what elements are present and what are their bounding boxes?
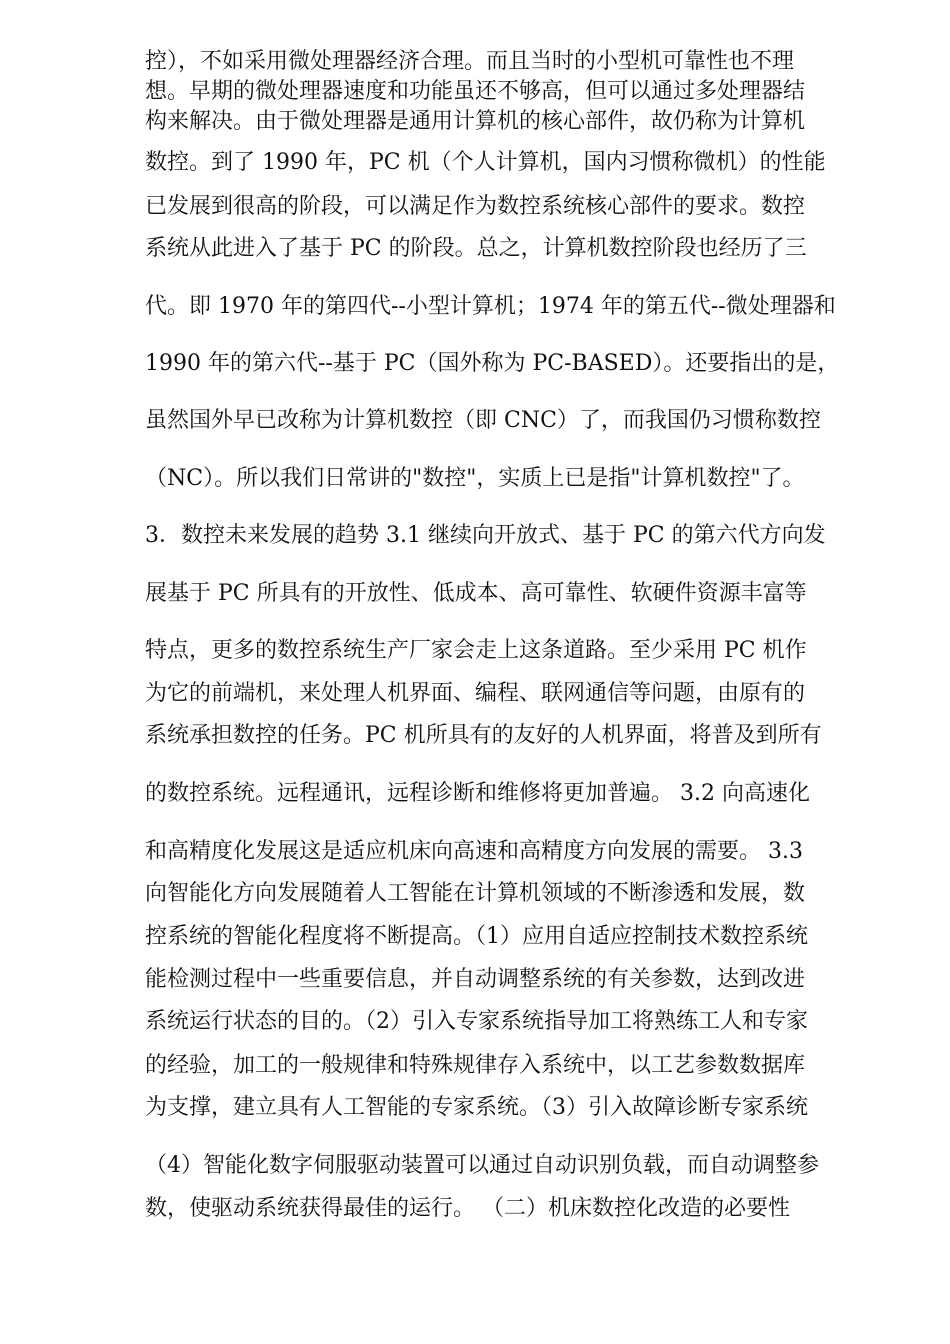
text-line: 特点，更多的数控系统生产厂家会走上这条道路。至少采用 PC 机作 xyxy=(145,638,807,663)
text-line: 的数控系统。远程通讯，远程诊断和维修将更加普遍。 3.2 向高速化 xyxy=(145,781,810,806)
text-line: 系统运行状态的目的。（2）引入专家系统指导加工将熟练工人和专家 xyxy=(145,1009,808,1034)
text-line: 构来解决。由于微处理器是通用计算机的核心部件，故仍称为计算机 xyxy=(145,109,806,134)
text-line: 数，使驱动系统获得最佳的运行。 （二）机床数控化改造的必要性 xyxy=(145,1196,790,1221)
text-line: 3．数控未来发展的趋势 3.1 继续向开放式、基于 PC 的第六代方向发 xyxy=(145,523,826,548)
text-line: 系统从此进入了基于 PC 的阶段。总之，计算机数控阶段也经历了三 xyxy=(145,236,807,261)
text-line: 为它的前端机，来处理人机界面、编程、联网通信等问题，由原有的 xyxy=(145,681,806,706)
text-line: （NC）。所以我们日常讲的"数控"，实质上已是指"计算机数控"了。 xyxy=(145,466,805,491)
text-line: 展基于 PC 所具有的开放性、低成本、高可靠性、软硬件资源丰富等 xyxy=(145,581,807,606)
text-line: 控系统的智能化程度将不断提高。（1）应用自适应控制技术数控系统 xyxy=(145,924,808,949)
text-line: 能检测过程中一些重要信息，并自动调整系统的有关参数，达到改进 xyxy=(145,967,806,992)
text-line: 1990 年的第六代--基于 PC（国外称为 PC-BASED）。还要指出的是， xyxy=(145,351,840,376)
text-line: 代。即 1970 年的第四代--小型计算机；1974 年的第五代--微处理器和 xyxy=(145,294,836,319)
text-line: 想。早期的微处理器速度和功能虽还不够高，但可以通过多处理器结 xyxy=(145,79,806,104)
text-line: 数控。到了 1990 年，PC 机（个人计算机，国内习惯称微机）的性能 xyxy=(145,150,826,175)
text-line: 的经验，加工的一般规律和特殊规律存入系统中，以工艺参数数据库 xyxy=(145,1053,806,1078)
text-line: 向智能化方向发展随着人工智能在计算机领域的不断渗透和发展，数 xyxy=(145,881,806,906)
text-line: 已发展到很高的阶段，可以满足作为数控系统核心部件的要求。数控 xyxy=(145,194,806,219)
text-line: 系统承担数控的任务。PC 机所具有的友好的人机界面，将普及到所有 xyxy=(145,723,822,748)
text-line: 为支撑，建立具有人工智能的专家系统。（3）引入故障诊断专家系统 xyxy=(145,1095,808,1120)
text-line: 和高精度化发展这是适应机床向高速和高精度方向发展的需要。 3.3 xyxy=(145,839,803,864)
text-line: 虽然国外早已改称为计算机数控（即 CNC）了，而我国仍习惯称数控 xyxy=(145,408,821,433)
text-line: （4）智能化数字伺服驱动装置可以通过自动识别负载，而自动调整参 xyxy=(145,1153,819,1178)
text-line: 控），不如采用微处理器经济合理。而且当时的小型机可靠性也不理 xyxy=(145,49,795,74)
